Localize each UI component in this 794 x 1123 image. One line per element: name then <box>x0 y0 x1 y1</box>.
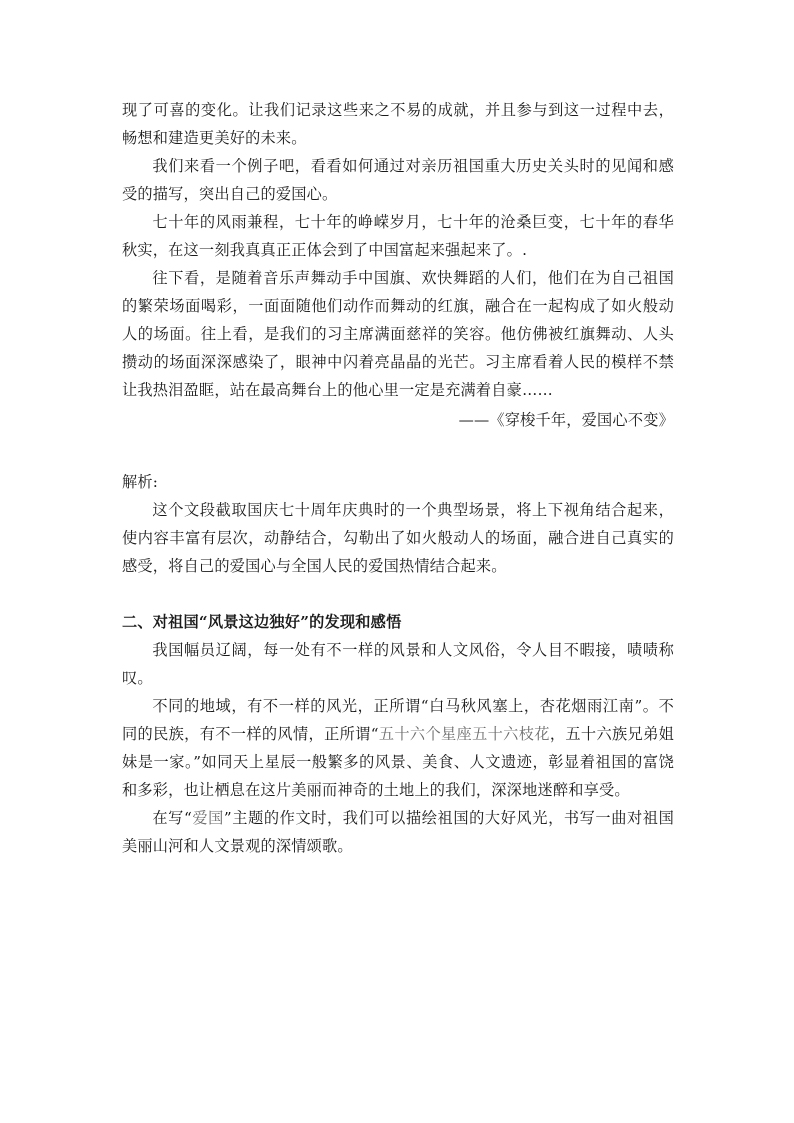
paragraph-writing-tip <box>122 804 674 860</box>
paragraph-seventy-years: 七十年的风雨兼程，七十年的峥嵘岁月，七十年的沧桑巨变，七十年的春华秋实，在这一刻我真真正正体会到了中国富起来强起来了。. <box>122 213 674 259</box>
spacer <box>122 580 674 608</box>
text-run: ”主题的作文时，我们可以描绘祖国的大好风光，书写一曲对祖国美丽山河和人文景观的深情颂歌。 <box>122 809 674 855</box>
text-run: 在写“ <box>152 809 192 827</box>
text-run: ，五十六族兄弟姐妹是一家。”如同天上星辰一般繁多的风景、美食、人文遗迹，彰显着祖国的富饶和多彩，也让栖息在这片美丽而神奇的土地上的我们，深深地迷醉和享受。 <box>122 725 675 799</box>
spacer <box>122 434 674 462</box>
highlighted-text: 五十六个星座五十六枝花 <box>378 725 550 743</box>
section-heading: 二、对祖国“风景这边独好”的发现和感悟 <box>122 613 402 631</box>
highlighted-text: 爱国 <box>191 809 224 827</box>
paragraph-parade-scene: 往下看，是随着音乐声舞动手中国旗、欢快舞蹈的人们，他们在为自己祖国的繁荣场面喝彩，一面面随他们动作而舞动的红旗，融合在一起构成了如火般动人的场面。往上看，是我们的习主席满面慈祥的笑容。他仿佛被红旗舞动、人头攒动的场面深深感染了，眼神中闪着亮晶晶的光芒。习主席看着人民的模样不禁让我热泪盈眶，站在最高舞台上的他心里一定是充满着自豪…… <box>122 269 674 399</box>
analysis-label: 解析: <box>122 473 159 491</box>
paragraph-regions-ethnicities <box>122 692 674 804</box>
analysis-text: 这个文段截取国庆七十周年庆典时的一个典型场景，将上下视角结合起来，使内容丰富有层次，动静结合，勾勒出了如火般动人的场面，融合进自己真实的感受，将自己的爱国心与全国人民的爱国热情结合起来。 <box>122 501 674 575</box>
paragraph-vast-land: 我国幅员辽阔，每一处有不一样的风景和人文风俗，令人目不暇接，啧啧称叹。 <box>122 641 674 687</box>
text-run: 不同的地域，有不一样的风光，正所谓“白马秋风塞上，杏花烟雨江南”。不同的民族，有不一样的风情，正所谓“ <box>122 697 674 743</box>
paragraph-example-intro: 我们来看一个例子吧，看看如何通过对亲历祖国重大历史关头时的见闻和感受的描写，突出自己的爱国心。 <box>122 157 674 203</box>
document-body <box>122 96 674 860</box>
paragraph-continued: 现了可喜的变化。让我们记录这些来之不易的成就，并且参与到这一过程中去，畅想和建造更美好的未来。 <box>122 101 674 147</box>
quote-source: ——《穿梭千年，爱国心不变》 <box>458 411 674 429</box>
